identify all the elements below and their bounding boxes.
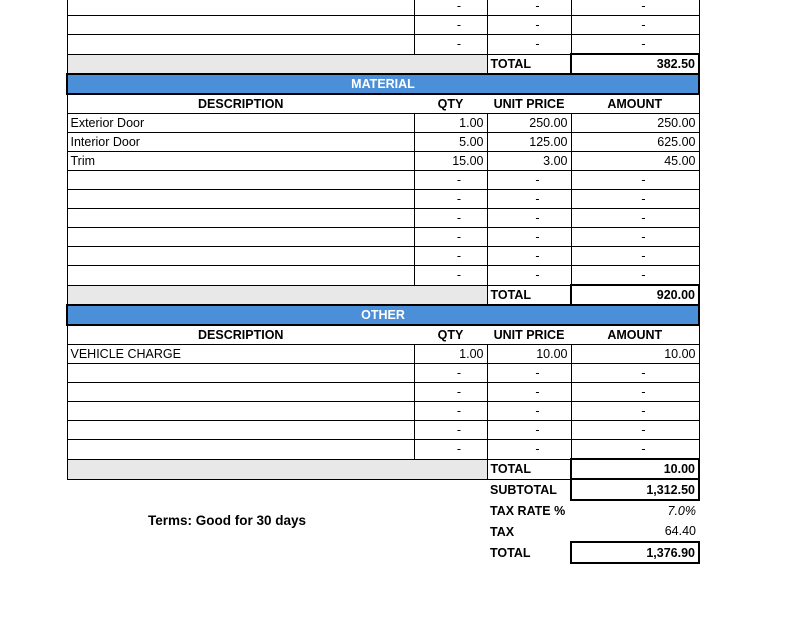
material-total-row [67, 285, 699, 305]
table-row [67, 133, 699, 152]
terms-text: Terms: Good for 30 days [148, 513, 307, 528]
description-cell [67, 402, 414, 421]
amount-cell: - [571, 383, 699, 402]
amount-cell: - [571, 364, 699, 383]
description-cell [67, 383, 414, 402]
total-spacer [67, 285, 487, 305]
qty-cell: - [414, 171, 487, 190]
description-cell [67, 247, 414, 266]
total-label: TOTAL [487, 285, 571, 305]
grand-total-row-label: TOTAL [490, 545, 531, 560]
qty-cell: - [414, 421, 487, 440]
total-value: 10.00 [571, 459, 699, 479]
table-row [67, 364, 699, 383]
table-row [67, 247, 699, 266]
unit-price-cell: - [487, 209, 571, 228]
total-label: TOTAL [487, 54, 571, 74]
total-spacer [67, 54, 487, 74]
description-cell: VEHICLE CHARGE [67, 345, 414, 364]
section-title: OTHER [67, 305, 699, 325]
table-row [67, 16, 699, 35]
qty-cell: - [414, 228, 487, 247]
header-description: DESCRIPTION [67, 325, 414, 345]
header-qty: QTY [414, 94, 487, 114]
qty-cell: - [414, 209, 487, 228]
grand-total-row-value: 1,376.90 [571, 542, 699, 563]
qty-cell: - [414, 247, 487, 266]
description-cell [67, 421, 414, 440]
table-row [67, 266, 699, 286]
description-cell [67, 228, 414, 247]
amount-cell: 250.00 [571, 114, 699, 133]
table-row [67, 402, 699, 421]
header-qty: QTY [414, 325, 487, 345]
description-cell [67, 209, 414, 228]
description-cell [67, 171, 414, 190]
unit-price-cell: - [487, 190, 571, 209]
description-cell [67, 35, 414, 55]
section-title: MATERIAL [67, 74, 699, 94]
unit-price-cell: - [487, 35, 571, 55]
qty-cell: - [414, 440, 487, 460]
amount-cell: - [571, 247, 699, 266]
unit-price-cell: - [487, 364, 571, 383]
amount-cell: - [571, 440, 699, 460]
description-cell: Exterior Door [67, 114, 414, 133]
amount-cell: - [571, 209, 699, 228]
unit-price-cell: - [487, 402, 571, 421]
description-cell: Trim [67, 152, 414, 171]
unit-price-cell: - [487, 266, 571, 286]
qty-cell: - [414, 0, 487, 16]
unit-price-cell: - [487, 171, 571, 190]
table-row [67, 228, 699, 247]
header-unit-price: UNIT PRICE [487, 94, 571, 114]
qty-cell: - [414, 383, 487, 402]
unit-price-cell: - [487, 421, 571, 440]
description-cell [67, 0, 414, 16]
column-header-row [67, 94, 699, 114]
header-unit-price: UNIT PRICE [487, 325, 571, 345]
table-row [67, 383, 699, 402]
amount-cell: 625.00 [571, 133, 699, 152]
unit-price-cell: 250.00 [487, 114, 571, 133]
unit-price-cell: 3.00 [487, 152, 571, 171]
unit-price-cell: - [487, 383, 571, 402]
amount-cell: - [571, 190, 699, 209]
total-label: TOTAL [487, 459, 571, 479]
subtotal-row-label: SUBTOTAL [490, 482, 557, 497]
amount-cell: - [571, 228, 699, 247]
qty-cell: - [414, 16, 487, 35]
total-spacer [67, 459, 487, 479]
total-value: 920.00 [571, 285, 699, 305]
unit-price-cell: - [487, 16, 571, 35]
qty-cell: - [414, 402, 487, 421]
table-row [67, 152, 699, 171]
amount-cell: - [571, 402, 699, 421]
subtotal-row-value: 1,312.50 [571, 479, 699, 500]
table-row [67, 345, 699, 364]
qty-cell: - [414, 266, 487, 286]
qty-cell: 5.00 [414, 133, 487, 152]
description-cell [67, 440, 414, 460]
material-section-header [67, 74, 699, 94]
other-total-row [67, 459, 699, 479]
amount-cell: - [571, 421, 699, 440]
grand-total-row [67, 542, 699, 563]
column-header-row [67, 325, 699, 345]
header-description: DESCRIPTION [67, 94, 414, 114]
amount-cell: - [571, 266, 699, 286]
unit-price-cell: 125.00 [487, 133, 571, 152]
table-row [67, 190, 699, 209]
amount-cell: - [571, 16, 699, 35]
tax-rate-row-label: TAX RATE % [490, 503, 566, 518]
description-cell [67, 190, 414, 209]
unit-price-cell: - [487, 440, 571, 460]
summary-spacer [67, 542, 487, 563]
description-cell: Interior Door [67, 133, 414, 152]
header-amount: AMOUNT [571, 325, 699, 345]
qty-cell: - [414, 190, 487, 209]
summary-spacer [67, 479, 487, 500]
unit-price-cell: - [487, 247, 571, 266]
amount-cell: 10.00 [571, 345, 699, 364]
estimate-table [66, 0, 700, 564]
unit-price-cell: - [487, 228, 571, 247]
table-row [67, 421, 699, 440]
table-row [67, 35, 699, 55]
table-row [67, 209, 699, 228]
amount-cell: - [571, 35, 699, 55]
amount-cell: - [571, 171, 699, 190]
unit-price-cell: - [487, 0, 571, 16]
subtotal-row [67, 479, 699, 500]
qty-cell: - [414, 35, 487, 55]
table-row [67, 0, 699, 16]
other-section-header [67, 305, 699, 325]
tax-row-label: TAX [490, 524, 515, 539]
estimate-sheet [66, 0, 698, 564]
amount-cell: 45.00 [571, 152, 699, 171]
description-cell [67, 364, 414, 383]
tax-rate-row-value: 7.0% [667, 504, 696, 518]
amount-cell: - [571, 0, 699, 16]
qty-cell: 15.00 [414, 152, 487, 171]
qty-cell: 1.00 [414, 114, 487, 133]
tax-row-value: 64.40 [664, 524, 696, 538]
total-value: 382.50 [571, 54, 699, 74]
table-row [67, 114, 699, 133]
description-cell [67, 266, 414, 286]
table-row [67, 440, 699, 460]
qty-cell: 1.00 [414, 345, 487, 364]
table-row [67, 171, 699, 190]
header-amount: AMOUNT [571, 94, 699, 114]
description-cell [67, 16, 414, 35]
labor-total-row [67, 54, 699, 74]
qty-cell: - [414, 364, 487, 383]
unit-price-cell: 10.00 [487, 345, 571, 364]
